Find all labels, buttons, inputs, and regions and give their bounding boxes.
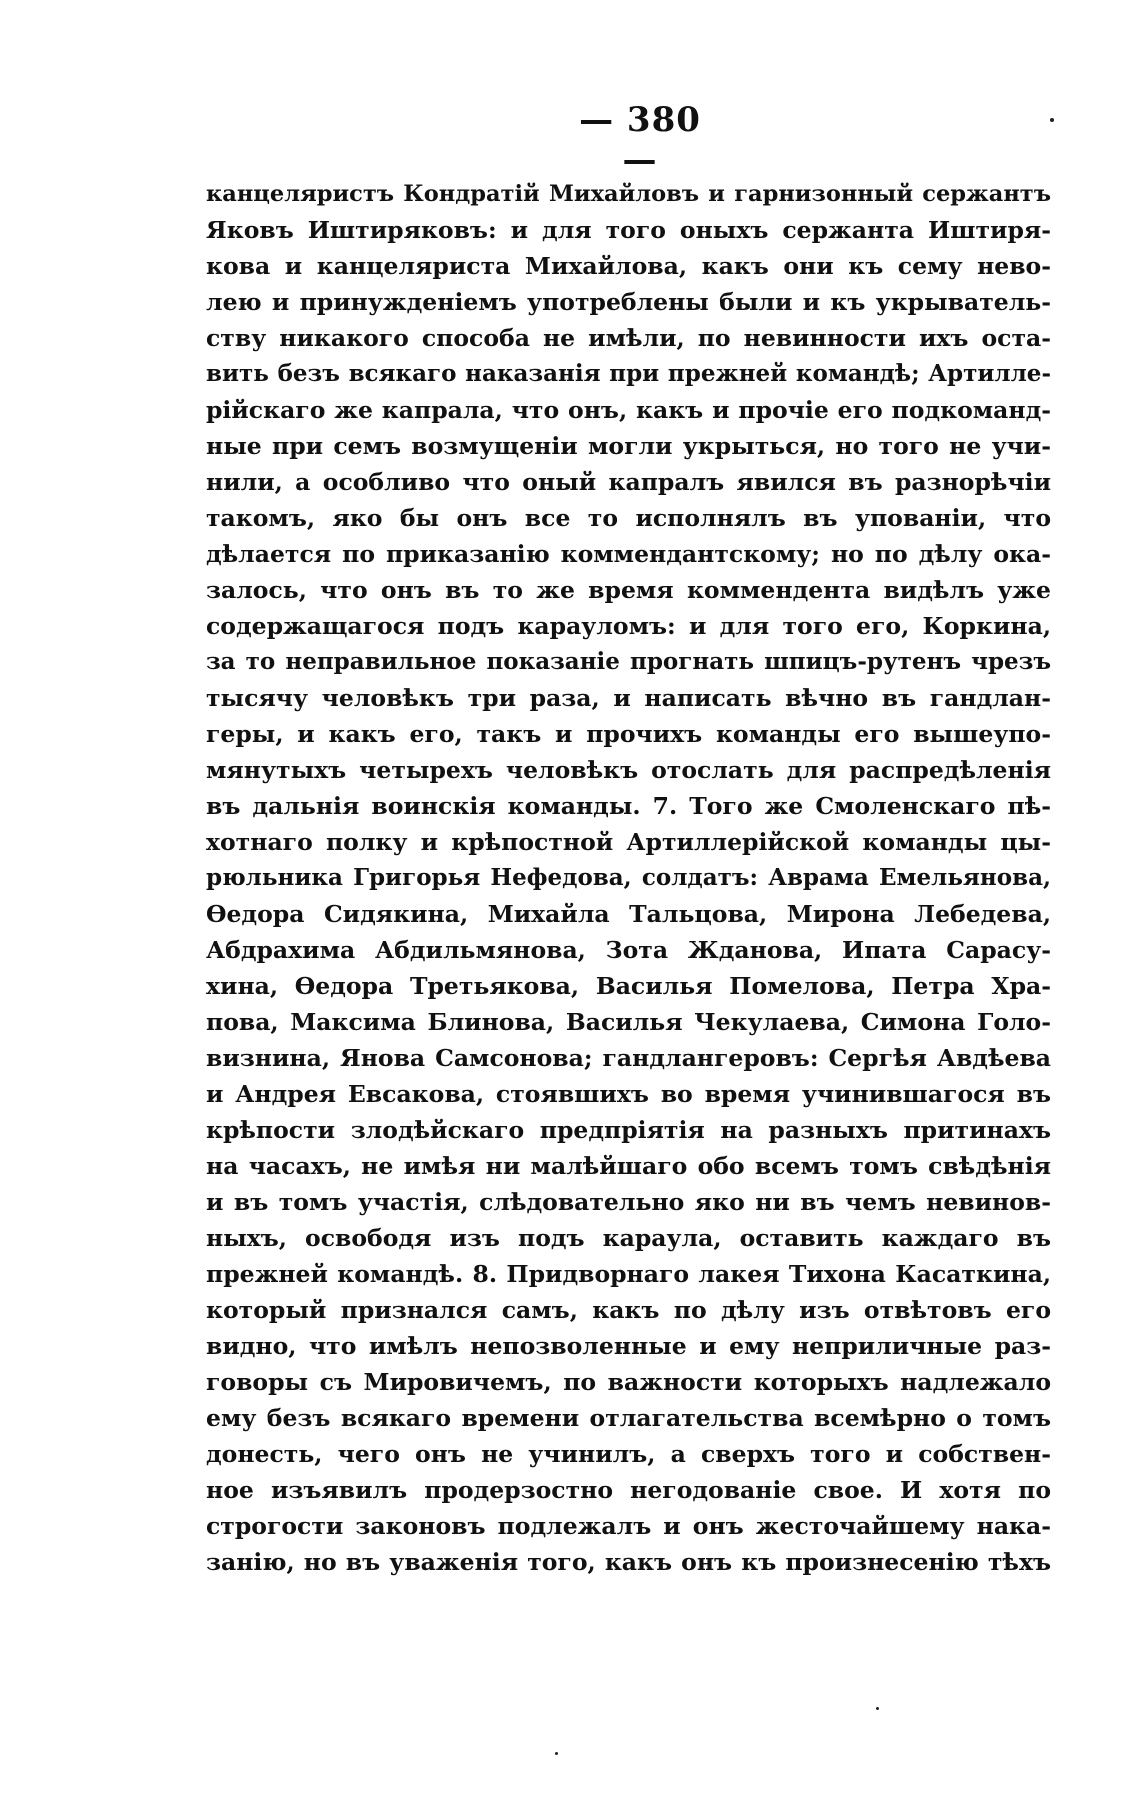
text-line: геры, и какъ его, такъ и прочихъ команды его вышеупо- xyxy=(206,720,1051,748)
text-line: за то неправильное показаніе прогнать шпицъ-рутенъ чрезъ xyxy=(206,648,1051,675)
scan-speck xyxy=(1050,118,1054,122)
text-line: ные при семъ возмущеніи могли укрыться, но того не учи- xyxy=(206,432,1051,460)
text-line: хотнаго полку и крѣпостной Артиллерійской команды цы- xyxy=(206,828,1051,856)
text-line: занію, но въ уваженія того, какъ онъ къ произнесенію тѣхъ xyxy=(206,1548,1051,1576)
body-text xyxy=(206,176,1051,1580)
text-line: пова, Максима Блинова, Василья Чекулаева, Симона Голо- xyxy=(206,1008,1051,1036)
text-line: содержащагося подъ карауломъ: и для того его, Коркина, xyxy=(206,612,1051,640)
text-line: и Андрея Евсакова, стоявшихъ во время учинившагося въ xyxy=(206,1080,1051,1108)
text-line: визнина, Янова Самсонова; гандлангеровъ: Сергѣя Авдѣева xyxy=(206,1044,1051,1072)
text-line: рійскаго же капрала, что онъ, какъ и прочіе его подкоманд- xyxy=(206,396,1051,424)
text-line: лею и принужденіемъ употреблены были и къ укрыватель- xyxy=(206,288,1051,316)
text-line: въ дальнія воинскія команды. 7. Того же Смоленскаго пѣ- xyxy=(206,792,1051,820)
scan-speck xyxy=(555,1752,558,1755)
page-number: — 380 — xyxy=(579,100,701,180)
text-line: строгости законовъ подлежалъ и онъ жесточайшему нака- xyxy=(206,1512,1051,1540)
text-line: Өедора Сидякина, Михайла Тальцова, Мирона Лебедева, xyxy=(206,900,1051,928)
text-line: хина, Өедора Третьякова, Василья Помелова, Петра Хра- xyxy=(206,972,1051,1000)
text-line: дѣлается по приказанію коммендантскому; но по дѣлу ока- xyxy=(206,540,1051,568)
text-line: ное изъявилъ продерзостно негодованіе свое. И хотя по xyxy=(206,1476,1051,1504)
text-line: залось, что онъ въ то же время коммендента видѣлъ уже xyxy=(206,576,1051,604)
text-line: на часахъ, не имѣя ни малѣйшаго обо всемъ томъ свѣдѣнія xyxy=(206,1152,1051,1180)
text-line: крѣпости злодѣйскаго предпріятія на разныхъ притинахъ xyxy=(206,1116,1051,1144)
text-line: говоры съ Мировичемъ, по важности которыхъ надлежало xyxy=(206,1368,1051,1396)
text-line: ству никакого способа не имѣли, по невинности ихъ оста- xyxy=(206,324,1051,352)
text-line: тысячу человѣкъ три раза, и написать вѣчно въ гандлан- xyxy=(206,684,1051,712)
text-line: такомъ, яко бы онъ все то исполнялъ въ упованіи, что xyxy=(206,504,1051,532)
scan-speck xyxy=(876,1707,879,1710)
text-line: вить безъ всякаго наказанія при прежней командѣ; Артилле- xyxy=(206,360,1051,387)
text-line: кова и канцеляриста Михайлова, какъ они къ сему нево- xyxy=(206,252,1051,280)
text-line: Абдрахима Абдильмянова, Зота Жданова, Ипата Сарасу- xyxy=(206,936,1051,964)
text-line: и въ томъ участія, слѣдовательно яко ни въ чемъ невинов- xyxy=(206,1188,1051,1216)
text-line: нили, а особливо что оный капралъ явился въ разнорѣчіи xyxy=(206,468,1051,496)
text-line: канцеляристъ Кондратій Михайловъ и гарнизонный сержантъ xyxy=(206,181,1051,207)
text-line: ныхъ, освободя изъ подъ караула, оставить каждаго въ xyxy=(206,1224,1051,1252)
text-line: который признался самъ, какъ по дѣлу изъ отвѣтовъ его xyxy=(206,1296,1051,1324)
text-line: ему безъ всякаго времени отлагательства всемѣрно о томъ xyxy=(206,1404,1051,1432)
text-line: Яковъ Иштиряковъ: и для того оныхъ сержанта Иштиря- xyxy=(206,216,1051,244)
text-line: рюльника Григорья Нефедова, солдатъ: Аврама Емельянова, xyxy=(206,864,1051,891)
text-line: прежней командѣ. 8. Придворнаго лакея Тихона Касаткина, xyxy=(206,1260,1051,1288)
text-line: мянутыхъ четырехъ человѣкъ отослать для распредѣленія xyxy=(206,756,1051,784)
text-line: видно, что имѣлъ непозволенные и ему неприличные раз- xyxy=(206,1332,1051,1360)
text-line: донесть, чего онъ не учинилъ, а сверхъ того и собствен- xyxy=(206,1440,1051,1468)
